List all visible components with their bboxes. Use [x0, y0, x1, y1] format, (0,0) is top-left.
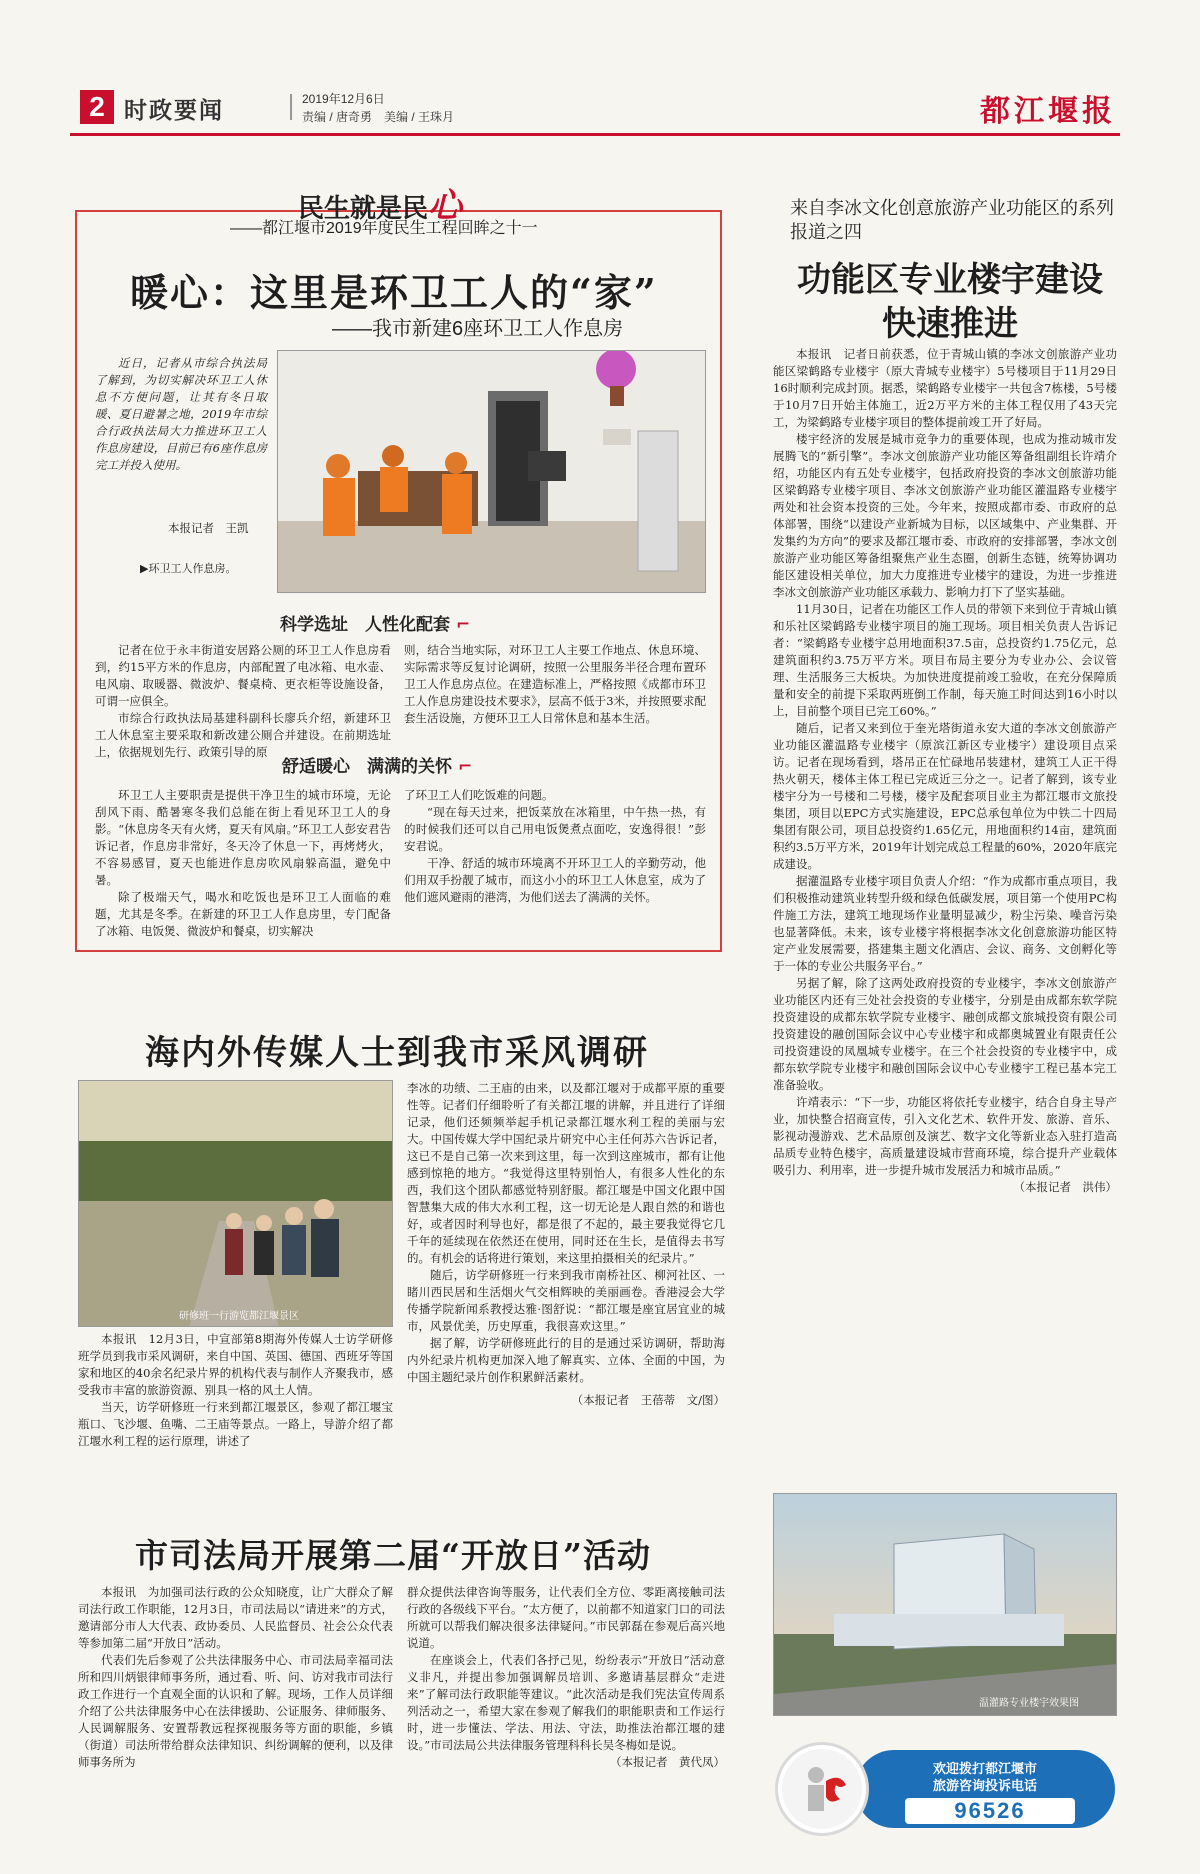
paragraph: 记者在位于永丰街道安居路公厕的环卫工人作息房看到，约15平方米的作息房，内部配置了电冰箱、电水壶、电风扇、取暖器、微波炉、餐桌椅、更衣柜等设施设备，可谓一应俱全。 — [95, 643, 391, 708]
photo-rest-room — [277, 350, 706, 593]
paragraph: 本报讯 记者日前获悉，位于青城山镇的李冰文创旅游产业功能区梁鹤路专业楼宇（原大青城专业楼宇）5号楼项目于11月29日16时顺利完成封顶。据悉，梁鹤路专业楼宇一共包含7栋楼，5号楼于10月7日开始主体施工，近2万平方米的主体工程仅用了43天完工，为梁鹤路专业楼宇项目的整体提前竣工开了好局。 — [773, 347, 1117, 429]
paragraph: 楼宇经济的发展是城市竞争力的重要体现，也成为推动城市发展腾飞的“新引擎”。李冰文创旅游产业功能区筹备组副组长许靖介绍，功能区内有五处专业楼宇，包括政府投资的李冰文创旅游功能区梁鹤路专业楼宇项目、李冰文创旅游产业功能区灌温路专业楼宇两处和社会资本投资的三处。今年来，按照成都市委、市政府的总体部署，围绕“以建设产业新城为目标，以区域集中、产业集群、开发集约为方向”的要求及都江堰市委、市政府的安排部署，李冰文创旅游产业功能区筹备组聚焦产业生态圈，创新生态链，统筹协调功能区建设相关单位，加大力度推进专业楼宇的建设，为进一步推进李冰文创旅游产业功能区承载力、影响力打下了坚实基础。 — [773, 432, 1117, 599]
warm-sub1-col1 — [95, 642, 391, 761]
headline-warm: 暖心：这里是环卫工人的“家” — [130, 270, 658, 315]
subheadline-warm: ——我市新建6座环卫工人作息房 — [332, 318, 624, 340]
newspaper-logo: 都江堰报 — [980, 94, 1116, 129]
paragraph: 11月30日，记者在功能区工作人员的带领下来到位于青城山镇和乐社区梁鹤路专业楼宇项目的施工现场。项目相关负责人告诉记者：“梁鹤路专业楼宇总用地面积37.5亩，总投资约1.75亿元，总建筑面积约3.75万平方米。项目布局主要分为专业办公、会议管理、生活服务三大板块。为加快进度提前竣工验收，在充分保障质量和安全的前提下采取两班倒工作制，每天施工时间达到16小时以上，目前整个项目已完工60%。” — [773, 602, 1117, 718]
paragraph: 随后，记者又来到位于奎光塔街道永安大道的李冰文创旅游产业功能区灌温路专业楼宇（原滨江新区专业楼宇）建设项目点采访。记者在现场看到，塔吊正在忙碌地吊装建材，建筑工人正干得热火朝天，楼体主体工程已完成近三分之一。记者了解到，该专业楼宇分为一号楼和二号楼，楼宇及配套项目业主为都江堰市文旅投集团，项目以EPC方式实施建设，EPC总承包单位为中铁二十四局集团有限公司，项目总投资约1.65亿元，用地面积约14亩，建筑面积约3.5万平方米，2019年计划完成总工程量的60%，2020年底完成建设。 — [773, 721, 1117, 871]
hotline-line1: 欢迎拨打都江堰市 — [932, 1761, 1037, 1776]
paragraph: 李冰的功绩、二王庙的由来，以及都江堰对于成都平原的重要性等。记者们仔细聆听了有关都江堰的讲解，并且进行了详细记录，他们还频频举起手机记录都江堰水利工程的美丽与宏大。中国传媒大学中国纪录片研究中心主任何苏六告诉记者，这已不是自己第一次来到这里，每一次到这座城市，都有让他感到惊艳的地方。“我觉得这里特别怡人，有很多人性化的东西，我们这个团队都感觉特别舒服。都江堰是中国文化跟中国智慧集大成的伟大水利工程，这一切无论是人跟自然的和谐也好，或者因时利导也好，都是很了不起的，最主要我觉得它几千年的延续现在依然还在使用，同时还在生长，是值得去书写的。有机会的话将进行策划，来这里拍摄相关的纪录片。” — [407, 1081, 725, 1265]
media-col1 — [78, 1331, 393, 1450]
paragraph: 在座谈会上，代表们各抒己见，纷纷表示“开放日”活动意义非凡，并提出参加强调解员培训、多邀请基层群众“走进来”了解司法行政职能等建议。“此次活动是我们宪法宣传周系列活动之一，希望大家在参观了解我们的职能职责和工作运行时，进一步懂法、学法、用法、守法，助推法治都江堰的建设。”市司法局公共法律服务管理科科长吴冬梅如是说。 — [407, 1653, 725, 1752]
byline-justice: （本报记者 黄代凤） — [610, 1755, 725, 1769]
subheading-text: 科学选址 人性化配套 — [280, 615, 450, 635]
warm-sub1-col2 — [404, 642, 706, 727]
paragraph: 干净、舒适的城市环境离不开环卫工人的辛勤劳动，他们用双手扮靓了城市，而这小小的环卫工人休息室，成为了他们遮风避雨的港湾，为他们送去了满满的关怀。 — [404, 856, 706, 904]
subheading-text: 舒适暖心 满满的关怀 — [282, 757, 452, 777]
kicker-text: 民生就是民 — [298, 194, 429, 224]
kicker-heart: 心 — [428, 186, 463, 226]
paragraph: 市综合行政执法局基建科副科长廖兵介绍，新建环卫工人休息室主要采取和新改建公厕合并建设。在前期选址上，依据规划先行、政策引导的原 — [95, 711, 391, 759]
paragraph: 据了解，访学研修班此行的目的是通过采访调研，帮助海内外纪录片机构更加深入地了解真实、立体、全面的中国，为中国主题纪录片创作积累鲜活素材。 — [407, 1336, 725, 1384]
paragraph: 当天，访学研修班一行来到都江堰景区，参观了都江堰宝瓶口、飞沙堰、鱼嘴、二王庙等景点。一路上，导游介绍了都江堰水利工程的运行原理，讲述了 — [78, 1400, 393, 1448]
hotline-number[interactable]: 96526 — [905, 1798, 1075, 1824]
masthead-rule — [70, 133, 1120, 136]
issue-date: 2019年12月6日 — [302, 92, 385, 106]
justice-col2 — [407, 1584, 725, 1771]
section-title: 时政要闻 — [124, 97, 224, 123]
paragraph: 了环卫工人们吃饭难的问题。 — [404, 788, 554, 802]
paragraph: 本报讯 12月3日，中宣部第8期海外传媒人士访学研修班学员到我市采风调研，来自中国、英国、德国、西班牙等国家和地区的40余名纪录片界的机构代表与制作人齐聚我市，感受我市丰富的旅游资源、别具一格的风土人情。 — [78, 1332, 393, 1397]
hotline-ad — [775, 1742, 1120, 1836]
photo-caption-building: 温灌路专业楼宇效果图 — [979, 1698, 1079, 1709]
paragraph: 许靖表示：“下一步，功能区将依托专业楼宇，结合自身主导产业，加快整合招商宣传，引入文化艺术、软件开发、旅游、音乐、影视动漫游戏、艺术品原创及演艺、数字文化等新业态入驻打造高品质专业特色楼宇，高质量建设城市营商环境，综合提升产业载体吸引力、利用率，进一步提升城市发展活力和城市品质。” — [773, 1095, 1117, 1177]
subheading-care — [282, 752, 472, 777]
paragraph: 则，结合当地实际，对环卫工人主要工作地点、休息环境、实际需求等反复讨论调研，按照一公里服务半径合理布置环卫工人作息房点位。在建造标准上，严格按照《成都市环卫工人作息房建设技术要求》，层高不低于3米，并按照要求配套生活设施，方便环卫工人日常休息和基本生活。 — [404, 643, 706, 725]
photo-building-rendering — [773, 1493, 1117, 1716]
paragraph: 除了极端天气，喝水和吃饭也是环卫工人面临的难题，尤其是冬季。在新建的环卫工人作息房里，专门配备了冰箱、电饭煲、微波炉和餐桌，切实解决 — [95, 890, 391, 938]
paragraph: 随后，访学研修班一行来到我市南桥社区、柳河社区、一睹川西民居和生活烟火气交相辉映的美丽画卷。香港浸会大学传播学院新闻系教授达雅·图舒说：“都江堰是座宜居宜业的城市，风景优美，历史厚重，我很喜欢这里。” — [407, 1268, 725, 1333]
phone-figure-icon — [778, 1745, 866, 1833]
headline-media: 海内外传媒人士到我市采风调研 — [145, 1033, 649, 1073]
paragraph: 代表们先后参观了公共法律服务中心、市司法局幸福司法所和四川炳银律师事务所，通过看、听、问、访对我市司法行政工作进行一个直观全面的认识和了解。现场，工作人员详细介绍了公共法律服务中心在法律援助、公证服务、律师服务、人民调解服务、安置帮教远程探视服务等方面的职能，乡镇（街道）司法所带给群众法律知识、纠纷调解的便利，以及律师事务所为 — [78, 1653, 393, 1769]
phone-icon — [775, 1742, 869, 1836]
visitors-illustration — [79, 1081, 393, 1327]
masthead — [70, 84, 1120, 134]
warm-sub2-col2 — [404, 787, 706, 906]
headline-licheng: 功能区专业楼宇建设快速推进 — [797, 260, 1103, 344]
byline-warm: 本报记者 王凯 — [168, 521, 249, 535]
justice-col1 — [78, 1584, 393, 1771]
photo-visitors — [78, 1080, 393, 1327]
photo-caption-media: 研修班一行游览都江堰景区 — [179, 1311, 299, 1322]
divider — [290, 94, 292, 120]
warm-sub2-col1 — [95, 787, 391, 940]
paragraph: 另据了解，除了这两处政府投资的专业楼宇，李冰文创旅游产业功能区内还有三处社会投资的专业楼宇，分别是由成都东软学院投资建设的成都东软学院专业楼宇、融创成都文旅城投资有限公司投资建设的融创国际会议中心专业楼宇和成都奥城置业有限责任公司投资建设的凤凰城专业楼宇。在三个社会投资的专业楼宇中，成都东软学院专业楼宇和融创国际会议中心专业楼宇工程已基本完工准备验收。 — [773, 976, 1117, 1092]
subheading-site-selection — [280, 610, 470, 635]
series-kicker-licheng: 来自李冰文化创意旅游产业功能区的系列报道之四 — [790, 198, 1114, 242]
paragraph: “现在每天过来，把饭菜放在冰箱里，中午热一热，有的时候我们还可以自己用电饭煲煮点面吃，安逸得很！”彭安君说。 — [404, 805, 706, 853]
headline-justice: 市司法局开展第二届“开放日”活动 — [135, 1536, 651, 1575]
series-subtitle: ——都江堰市2019年度民生工程回眸之十一 — [230, 220, 538, 237]
editors: 责编 / 唐奇勇 美编 / 王珠月 — [302, 110, 455, 124]
paragraph: 据灌温路专业楼宇项目负责人介绍：“作为成都市重点项目，我们积极推动建筑业转型升级和绿色低碳发展，项目第一个使用PC构件施工方法，建筑工地现场作业量明显减少，粉尘污染、噪音污染也显著降低。未来，该专业楼宇将根据李冰文化创意旅游功能区特定产业发展需要，搭建集主题文化酒店、会议、商务、文创孵化等于一体的专业公共服务平台。” — [773, 874, 1117, 973]
hotline-text — [855, 1760, 1115, 1794]
rest-room-illustration — [278, 351, 706, 593]
hotline-line2: 旅游咨询投诉电话 — [932, 1778, 1037, 1793]
media-col2 — [407, 1080, 725, 1409]
paragraph: 本报讯 为加强司法行政的公众知晓度，让广大群众了解司法行政工作职能，12月3日，市司法局以“请进来”的方式，邀请部分市人大代表、政协委员、人民监督员、社会公众代表等参加第二届“开放日”活动。 — [78, 1585, 393, 1650]
licheng-body — [773, 346, 1117, 1196]
photo-caption-warm: ▶环卫工人作息房。 — [140, 562, 237, 575]
byline-licheng: （本报记者 洪伟） — [1013, 1180, 1117, 1194]
subheading-bracket: ⌐ — [450, 615, 471, 635]
byline-media: （本报记者 王蓓蒂 文/图） — [571, 1393, 725, 1407]
subheading-bracket: ⌐ — [452, 757, 473, 777]
page-number: 2 — [80, 90, 114, 124]
hotline-pill — [855, 1750, 1115, 1828]
paragraph: 群众提供法律咨询等服务，让代表们全方位、零距离接触司法行政的各级线下平台。“太方便了，以前都不知道家门口的司法所就可以帮我们解决很多法律疑问。”市民郭磊在参观后高兴地说道。 — [407, 1585, 725, 1650]
lead-paragraph: 近日，记者从市综合执法局了解到，为切实解决环卫工人休息不方便问题，让其有冬日取暖、夏日避暑之地，2019年市综合行政执法局大力推进环卫工人作息房建设，目前已有6座作息房完工并投入使用。 — [95, 356, 267, 472]
building-illustration — [774, 1494, 1117, 1716]
paragraph: 环卫工人主要职责是提供干净卫生的城市环境，无论刮风下雨、酷暑寒冬我们总能在街上看见环卫工人的身影。“休息房冬天有火烤，夏天有风扇。”环卫工人彭安君告诉记者，作息房非常好，冬天冷了休息一下，再烤烤火，不容易感冒，夏天也能进作息房吹风扇躲高温，避免中暑。 — [95, 788, 391, 887]
